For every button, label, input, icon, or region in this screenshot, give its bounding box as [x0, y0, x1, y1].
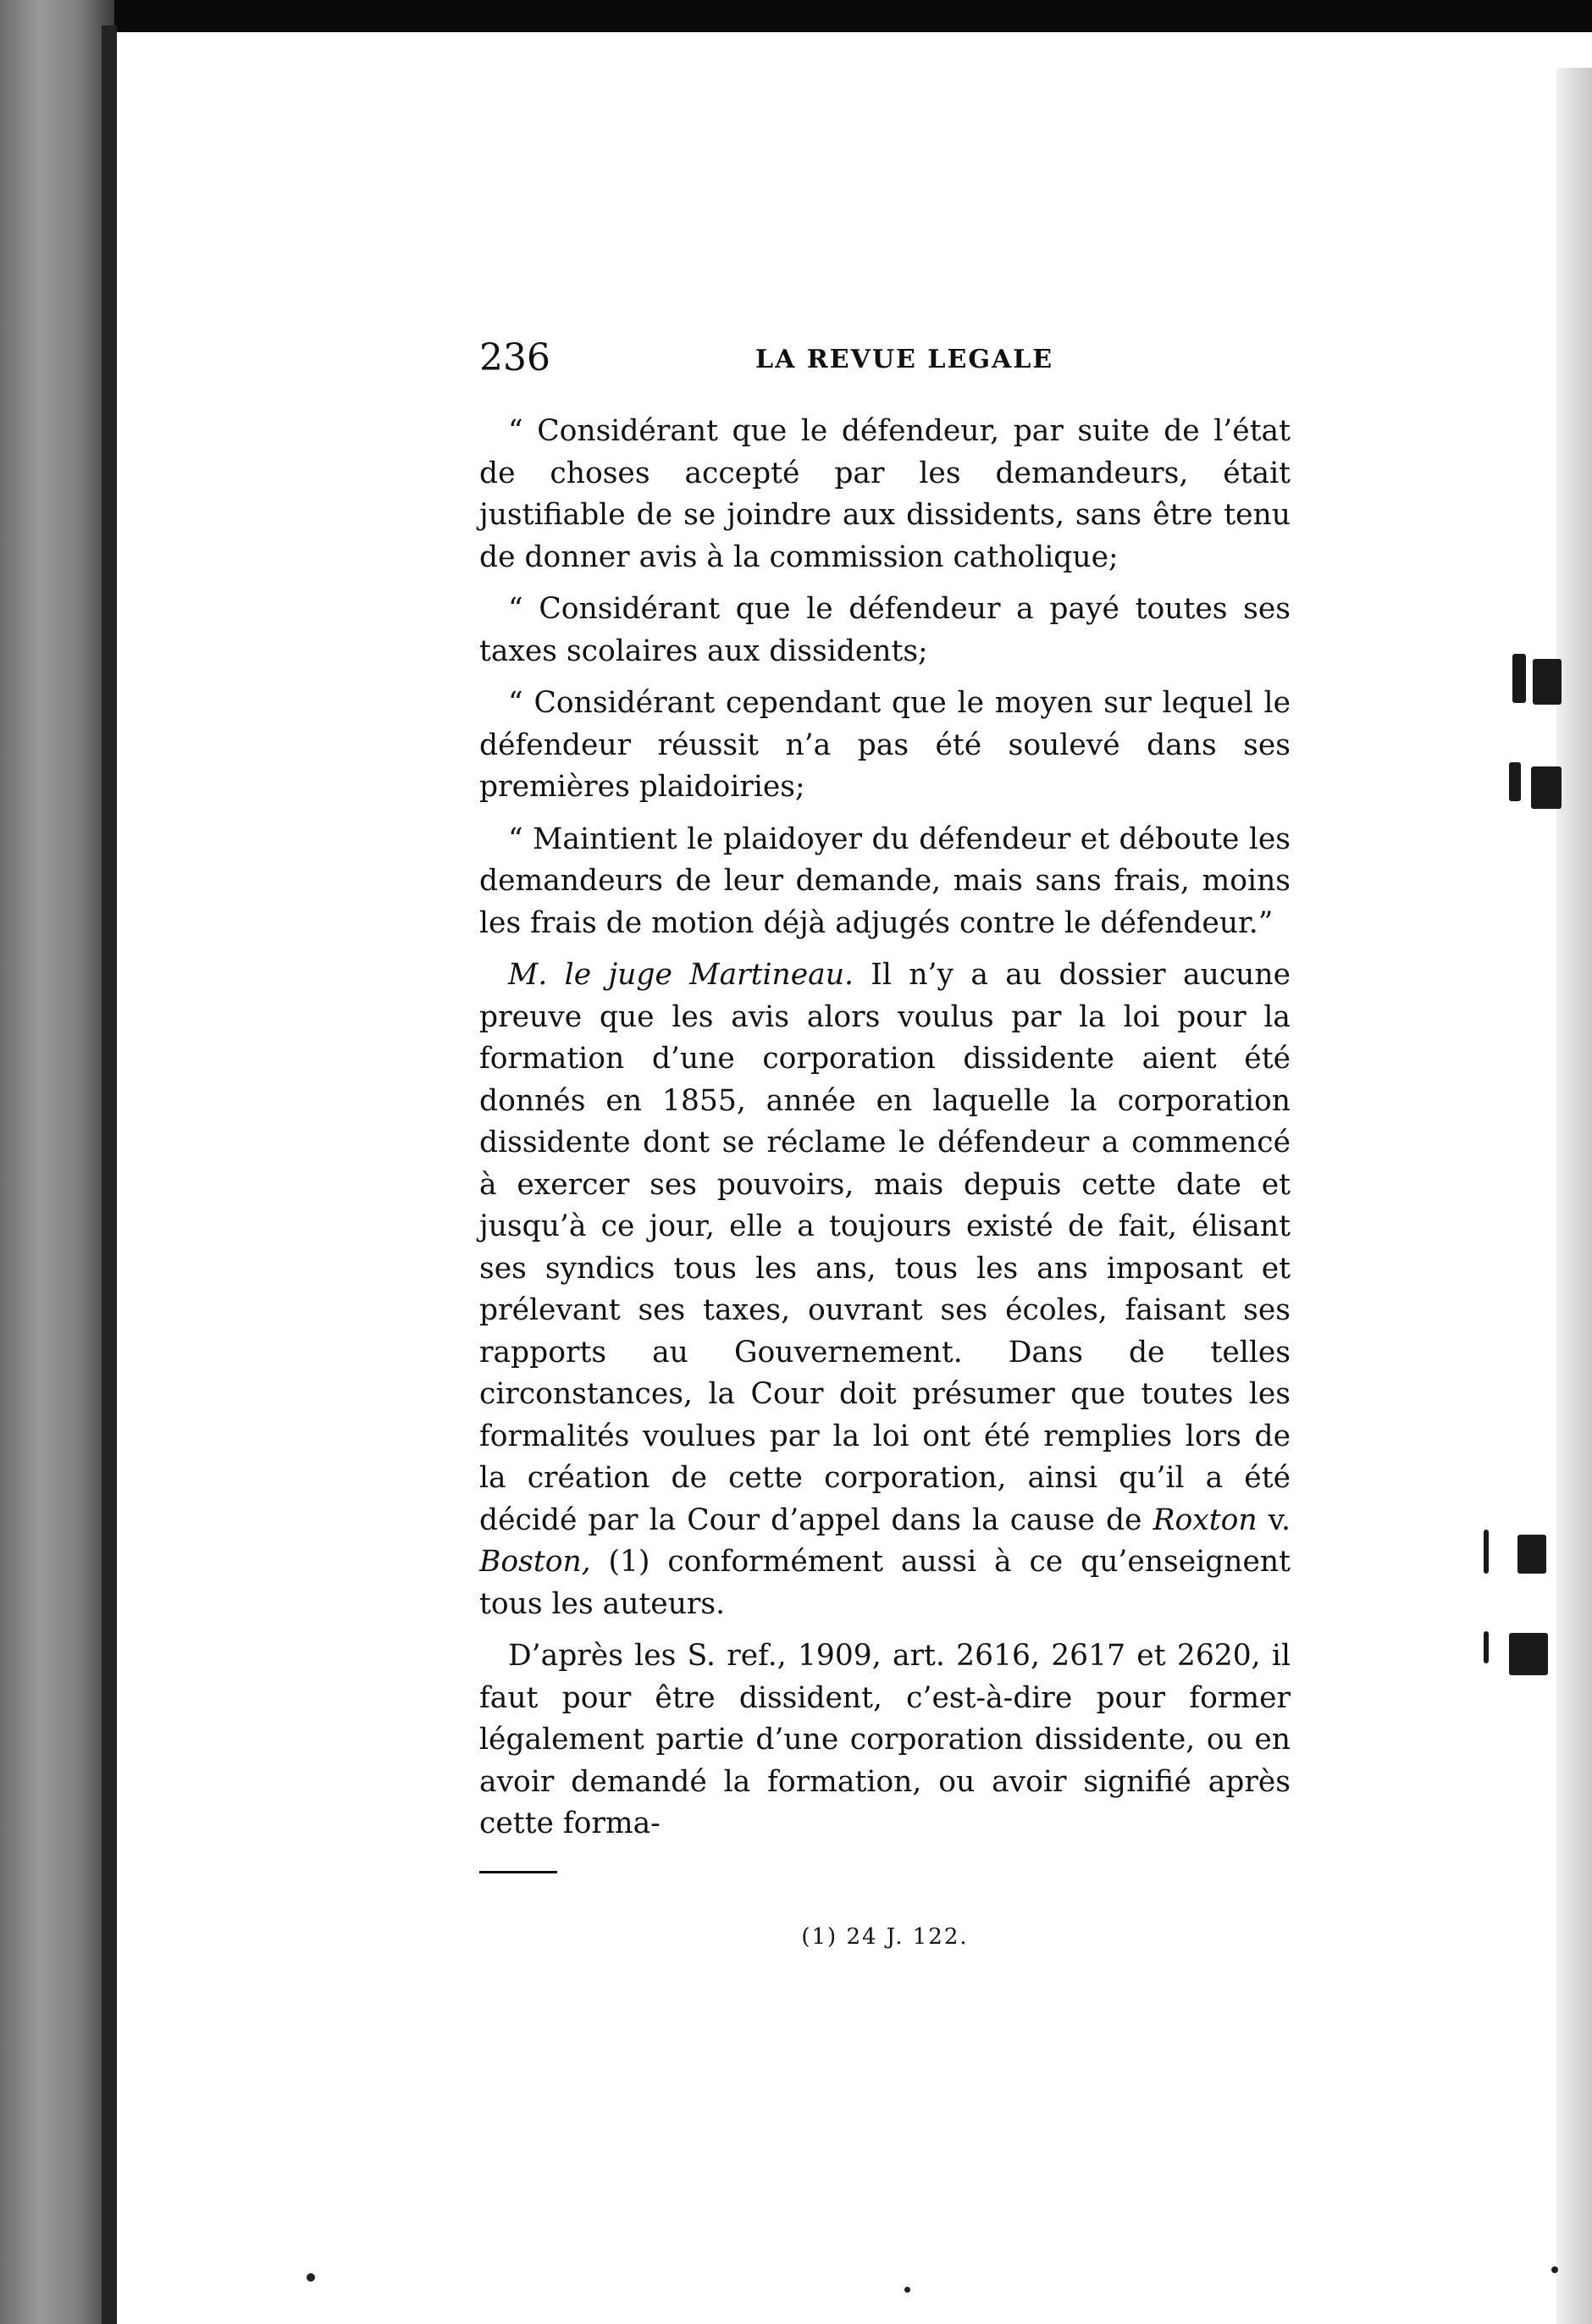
paragraph: D’après les S. ref., 1909, art. 2616, 2617 et 2620, il faut pour être dissident, c’est-à-dire pour former légalement partie d’une corporation dissidente, ou en avoir demandé la formation, ou avoir signifié après cette forma- [479, 1639, 1291, 1840]
paragraph-judge-opinion [479, 955, 1291, 1625]
paragraph: “ Considérant cependant que le moyen sur lequel le défendeur réussit n’a pas été soulevé dans ses premières plaidoiries; [479, 686, 1291, 804]
running-head [479, 335, 1291, 382]
scan-speck [307, 2273, 315, 2282]
paragraph: “ Considérant que le défendeur, par suite de l’état de choses accepté par les demandeurs, était justifiable de se joindre aux dissidents, sans être tenu de donner avis à la commission catholique; [479, 414, 1291, 574]
margin-tab-mark [1531, 766, 1562, 809]
scan-speck [1551, 2266, 1558, 2273]
margin-tab-mark [1517, 1535, 1546, 1574]
margin-tab-mark [1509, 762, 1521, 801]
margin-tab-mark [1484, 1631, 1489, 1663]
body-text [479, 411, 1291, 1845]
page-content [479, 335, 1291, 1951]
case-versus: v. [1257, 1502, 1291, 1537]
case-plaintiff: Roxton [1153, 1502, 1258, 1537]
paragraph: “ Considérant que le défendeur a payé toutes ses taxes scolaires aux dissidents; [479, 592, 1291, 668]
scan-top-edge [0, 0, 1592, 32]
margin-tab-mark [1509, 1633, 1548, 1675]
book-binding-edge [0, 0, 114, 2324]
page-number: 236 [479, 336, 550, 379]
book-binding-shadow [102, 25, 117, 2324]
margin-tab-mark [1512, 654, 1526, 703]
judge-name: M. le juge Martineau. [508, 958, 854, 992]
scan-speck [904, 2287, 910, 2293]
case-defendant: Boston, [479, 1545, 591, 1579]
footnote-rule [479, 1871, 557, 1873]
paragraph: “ Maintient le plaidoyer du défendeur et déboute les demandeurs de leur demande, mais sans frais, moins les frais de motion déjà adjugés contre le défendeur.” [479, 822, 1291, 940]
paragraph-text: Il n’y a au dossier aucune preuve que les avis alors voulus par la loi pour la formation d’une corporation dissidente aient été donnés en 1855, année en laquelle la corporation dissidente dont se réclame le défendeur a commencé à exercer ses pouvoirs, mais depuis cette date et jusqu’à ce jour, elle a toujours existé de fait, élisant ses syndics tous les ans, tous les ans imposant et prélevant ses taxes, ouvrant ses écoles, faisant ses rapports au Gouvernement. Dans de telles circonstances, la Cour doit présumer que toutes les formalités voulues par la loi ont été remplies lors de la création de cette corporation, ainsi qu’il a été décidé par la Cour d’appel dans la cause de [479, 958, 1291, 1537]
paragraph-text: (1) conformément aussi à ce qu’enseignent tous les auteurs. [479, 1545, 1291, 1621]
footnote: (1) 24 J. 122. [801, 1923, 969, 1950]
margin-tab-mark [1533, 659, 1562, 705]
running-title: LA REVUE LEGALE [755, 345, 1054, 374]
adjacent-page-edge [1556, 68, 1592, 2324]
margin-tab-mark [1484, 1530, 1489, 1574]
